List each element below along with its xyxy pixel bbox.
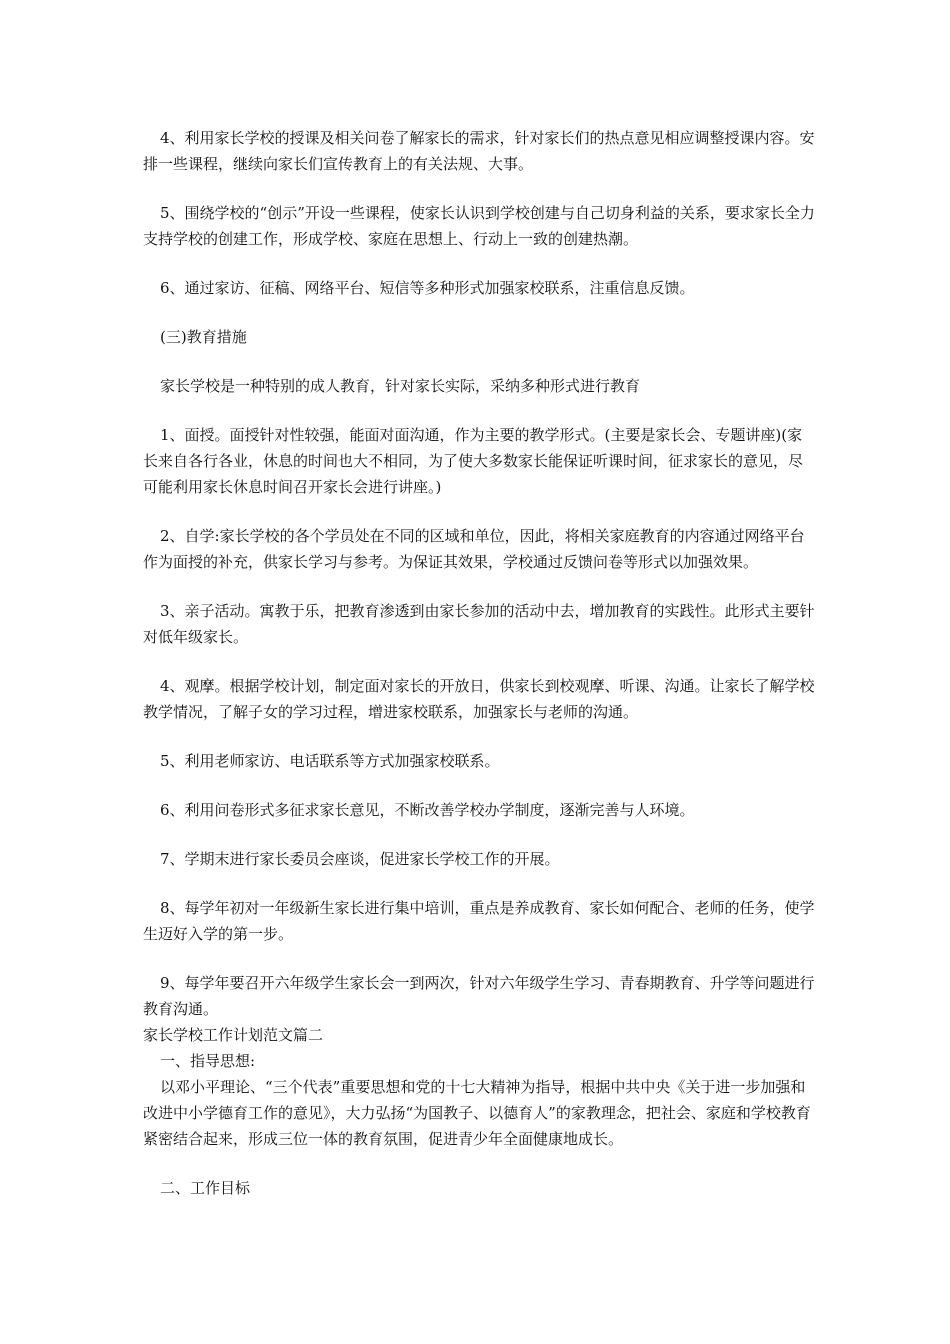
paragraph-measure-5: 5、利用老师家访、电话联系等方式加强家校联系。: [160, 752, 500, 770]
paragraph-measure-3: 3、亲子活动。寓教于乐，把教育渗透到由家长参加的活动中去，增加教育的实践性。此形式主要针对低年级家长。: [143, 602, 815, 646]
paragraph-item-5-creation: 5、围绕学校的“创示”开设一些课程，使家长认识到学校创建与自己切身利益的关系，要求家长全力支持学校的创建工作，形成学校、家庭在思想上、行动上一致的创建热潮。: [143, 204, 815, 248]
section-title: 家长学校工作计划范文篇二: [143, 1026, 324, 1044]
paragraph-measure-2: 2、自学:家长学校的各个学员处在不同的区域和单位，因此，将相关家庭教育的内容通过网络平台作为面授的补充，供家长学习与参考。为保证其效果，学校通过反馈问卷等形式以加强效果。: [143, 527, 805, 571]
paragraph-measure-6: 6、利用问卷形式多征求家长意见，不断改善学校办学制度，逐渐完善与人环境。: [160, 801, 695, 819]
paragraph-measure-4: 4、观摩。根据学校计划，制定面对家长的开放日，供家长到校观摩、听课、沟通。让家长了解学校教学情况，了解子女的学习过程，增进家校联系，加强家长与老师的沟通。: [143, 677, 815, 721]
paragraph-measure-1: 1、面授。面授针对性较强，能面对面沟通，作为主要的教学形式。(主要是家长会、专题讲座)(家长来自各行各业，休息的时间也大不相同，为了使大多数家长能保证听课时间，征求家长的意见，尽可能利用家长休息时间召开家长会进行讲座。): [143, 426, 804, 496]
paragraph-item-6-contact: 6、通过家访、征稿、网络平台、短信等多种形式加强家校联系，注重信息反馈。: [160, 279, 695, 297]
document-page: [143, 125, 815, 1201]
paragraph-measure-7: 7、学期末进行家长委员会座谈，促进家长学校工作的开展。: [160, 850, 560, 868]
guiding-body: 以邓小平理论、“三个代表”重要思想和党的十七大精神为指导，根据中共中央《关于进一步加强和改进中小学德育工作的意见》，大力弘扬“为国教子、以德育人”的家教理念，把社会、家庭和学校教育紧密结合起来，形成三位一体的教育氛围，促进青少年全面健康地成长。: [143, 1078, 811, 1148]
guiding-heading: 一、指导思想:: [160, 1052, 256, 1070]
paragraph-intro-measures: 家长学校是一种特别的成人教育，针对家长实际，采纳多种形式进行教育: [160, 377, 641, 395]
paragraph-measure-9: 9、每学年要召开六年级学生家长会一到两次，针对六年级学生学习、青春期教育、升学等问题进行教育沟通。: [143, 974, 815, 1018]
paragraph-measure-8: 8、每学年初对一年级新生家长进行集中培训，重点是养成教育、家长如何配合、老师的任务，使学生迈好入学的第一步。: [143, 899, 815, 943]
paragraph-item-4-feedback: 4、利用家长学校的授课及相关问卷了解家长的需求，针对家长们的热点意见相应调整授课内容。安排一些课程，继续向家长们宣传教育上的有关法规、大事。: [143, 129, 815, 173]
goals-heading: 二、工作目标: [160, 1179, 251, 1197]
subheading-education-measures: (三)教育措施: [160, 328, 247, 346]
